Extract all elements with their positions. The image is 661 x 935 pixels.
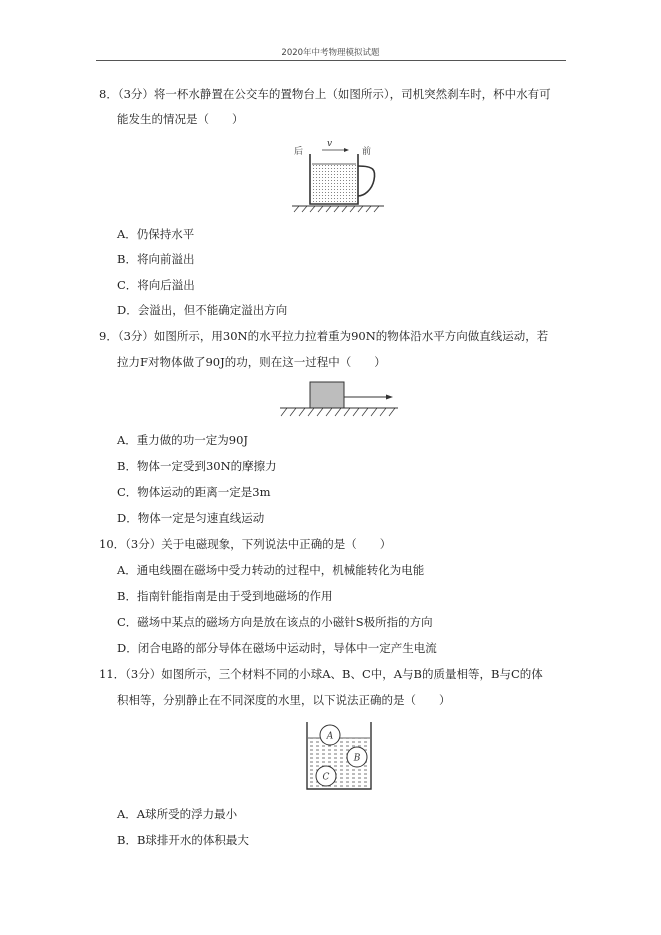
ball-c-label: C bbox=[322, 772, 330, 783]
q8-cup-handle bbox=[358, 166, 375, 196]
q9-stem-line-2: 拉力F对物体做了90J的功，则在这一过程中（ ） bbox=[117, 355, 386, 369]
q11-option-b: B．B球排开水的体积最大 bbox=[117, 833, 249, 847]
q10-option-a: A．通电线圈在磁场中受力转动的过程中，机械能转化为电能 bbox=[117, 563, 425, 577]
q9-block bbox=[310, 382, 344, 408]
q8-option-a: A．仍保持水平 bbox=[117, 227, 195, 241]
q9-stem-line-1: 9．（3分）如图所示，用30N的水平拉力拉着重为90N的物体沿水平方向做直线运动，若 bbox=[99, 329, 549, 343]
header-divider bbox=[96, 60, 566, 61]
q11-stem-line-2: 积相等，分别静止在不同深度的水里，以下说法正确的是（ ） bbox=[117, 693, 451, 707]
q8-option-c: C．将向后溢出 bbox=[117, 278, 195, 292]
q11-beaker-figure bbox=[304, 720, 374, 792]
q10-stem-line-1: 10．（3分）关于电磁现象，下列说法中正确的是（ ） bbox=[99, 537, 392, 551]
q9-ground-hatching bbox=[281, 408, 395, 416]
q8-shelf-hatching bbox=[294, 206, 379, 212]
q8-velocity-arrowhead bbox=[344, 148, 349, 152]
q10-option-d: D．闭合电路的部分导体在磁场中运动时，导体中一定产生电流 bbox=[117, 641, 437, 655]
q9-option-d: D．物体一定是匀速直线运动 bbox=[117, 511, 265, 525]
q8-water bbox=[312, 164, 356, 204]
page-header: 2020年中考物理模拟试题 bbox=[281, 48, 380, 58]
q10-option-b: B．指南针能指南是由于受到地磁场的作用 bbox=[117, 589, 333, 603]
q10-option-c: C．磁场中某点的磁场方向是放在该点的小磁针S极所指的方向 bbox=[117, 615, 433, 629]
q9-option-c: C．物体运动的距离一定是3m bbox=[117, 485, 271, 499]
ball-a-label: A bbox=[326, 731, 334, 742]
q9-option-b: B．物体一定受到30N的摩擦力 bbox=[117, 459, 277, 473]
q8-label-back: 后 bbox=[294, 147, 304, 157]
q8-stem-line-1: 8．（3分）将一杯水静置在公交车的置物台上（如图所示），司机突然刹车时，杯中水有可 bbox=[99, 87, 551, 101]
q9-option-a: A．重力做的功一定为90J bbox=[117, 433, 249, 447]
q8-option-b: B．将向前溢出 bbox=[117, 252, 195, 266]
q8-label-velocity: v bbox=[327, 140, 333, 149]
q11-stem-line-1: 11．（3分）如图所示，三个材料不同的小球A、B、C中，A与B的质量相等，B与C的体 bbox=[99, 667, 543, 681]
q8-option-d: D．会溢出，但不能确定溢出方向 bbox=[117, 303, 288, 317]
q8-label-front: 前 bbox=[362, 147, 372, 157]
ball-b-label: B bbox=[353, 753, 361, 764]
q9-block-figure bbox=[278, 380, 400, 424]
q9-pull-force-arrowhead bbox=[386, 395, 393, 400]
q11-option-a: A．A球所受的浮力最小 bbox=[117, 807, 238, 821]
q8-cup-figure bbox=[288, 140, 388, 214]
q8-stem-line-2: 能发生的情况是（ ） bbox=[117, 112, 244, 126]
